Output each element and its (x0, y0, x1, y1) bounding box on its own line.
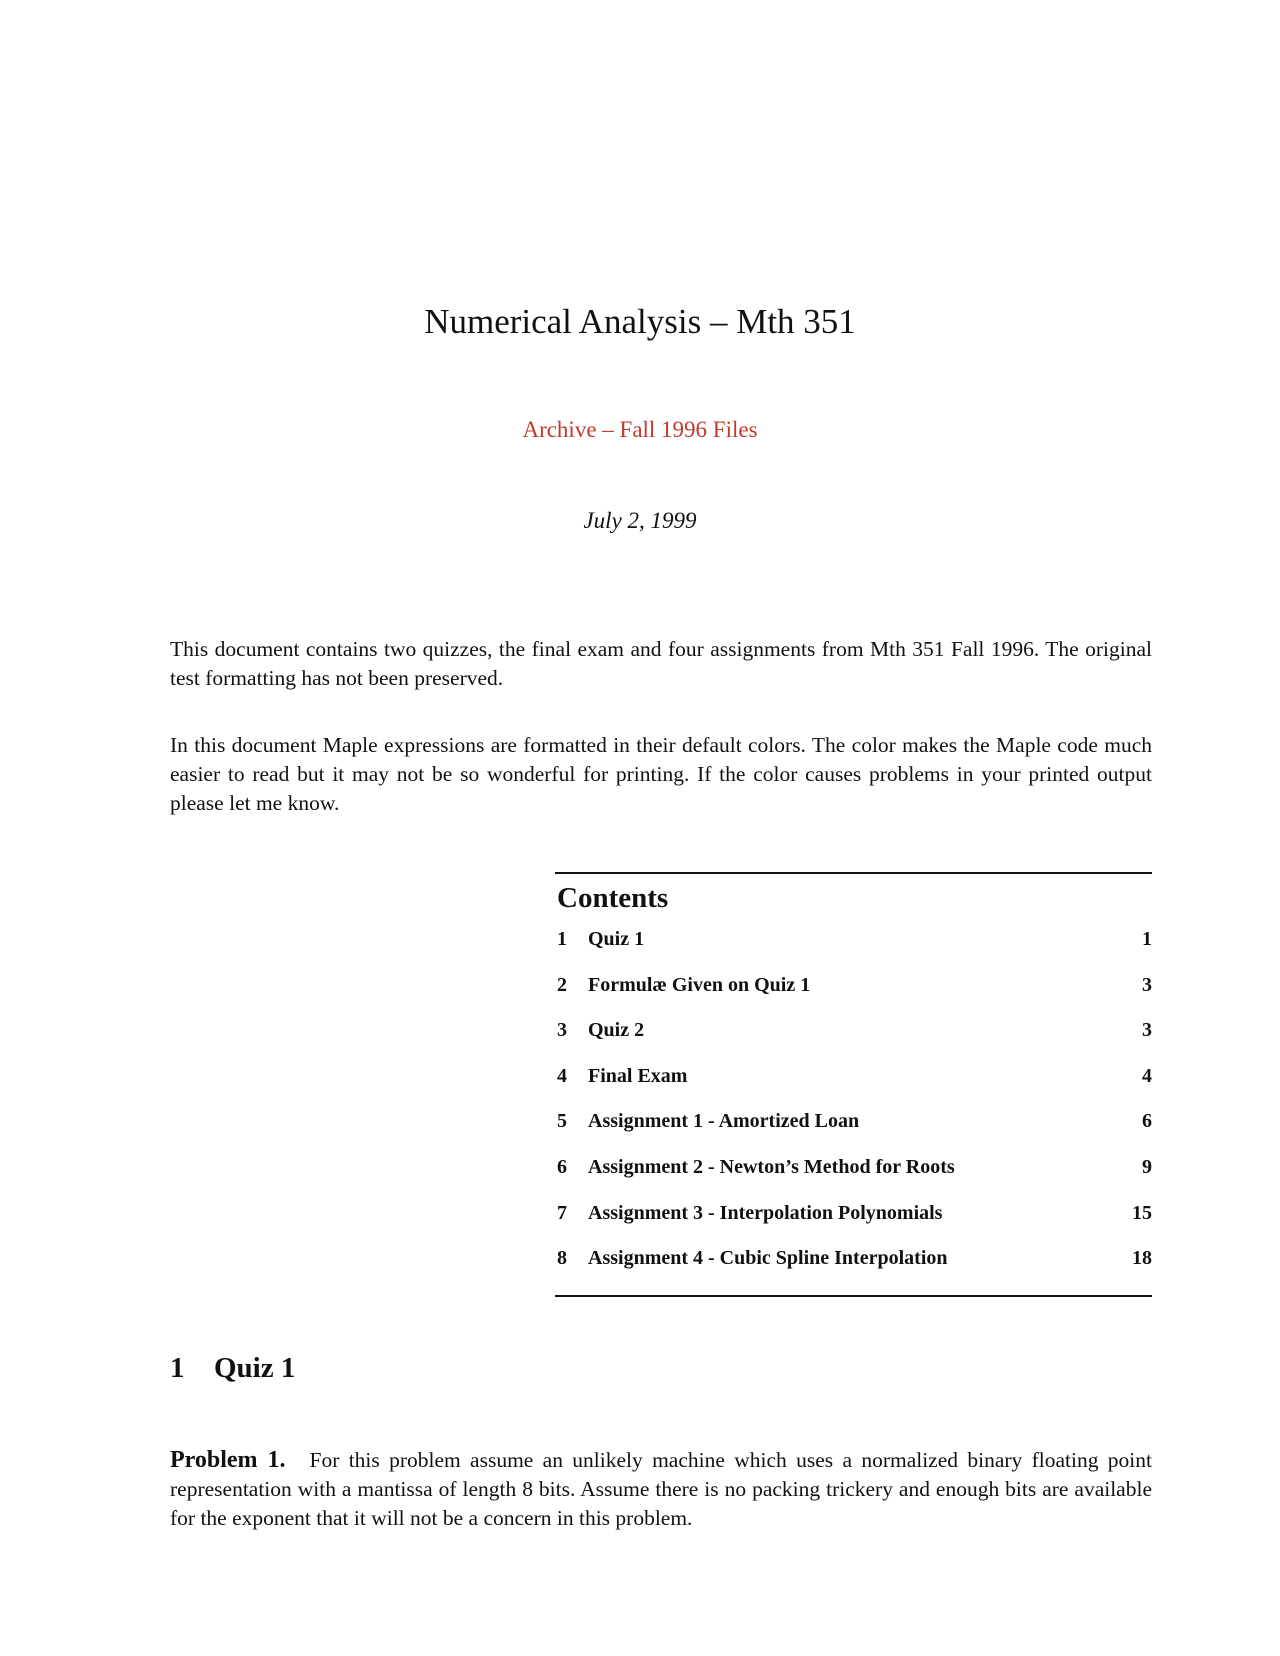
toc-entry-label: Assignment 4 - Cubic Spline Interpolation (588, 1247, 948, 1270)
archive-link[interactable]: Archive – Fall 1996 Files (522, 417, 758, 442)
toc-entry-assignment-4[interactable] (555, 1243, 1152, 1289)
section-title: Quiz 1 (214, 1352, 296, 1384)
table-of-contents (555, 872, 1152, 1297)
toc-entry-label: Assignment 2 - Newton’s Method for Roots (588, 1155, 955, 1178)
problem-label: Problem 1. (170, 1447, 286, 1473)
intro-paragraph: This document contains two quizzes, the final exam and four assignments from Mth 351 Fall 1996. The original test formatting has not been preserved. (170, 637, 1152, 690)
toc-entry-page: 18 (1132, 1247, 1152, 1270)
toc-entry-quiz-2[interactable] (555, 1015, 1152, 1061)
toc-entry-number: 5 (557, 1110, 567, 1133)
toc-entry-label: Formulæ Given on Quiz 1 (588, 973, 811, 996)
toc-entry-page: 3 (1142, 1019, 1152, 1042)
section-heading (170, 1351, 295, 1385)
toc-entry-final-exam[interactable] (555, 1061, 1152, 1107)
toc-entry-number: 7 (557, 1201, 567, 1224)
toc-title: Contents (557, 882, 669, 914)
problem-text: For this problem assume an unlikely machine which uses a normalized binary floating point representation with a mantissa of length 8 bits. Assume there is no packing trickery and enough bits are available for the exponent that it will not be a concern in this problem. (170, 1448, 1152, 1530)
toc-entry-formulae[interactable] (555, 970, 1152, 1016)
toc-entry-page: 3 (1142, 973, 1152, 996)
document-date: July 2, 1999 (583, 508, 697, 533)
toc-entry-label: Quiz 2 (588, 1019, 645, 1042)
toc-entry-page: 6 (1142, 1110, 1152, 1133)
toc-entry-label: Assignment 1 - Amortized Loan (588, 1110, 860, 1133)
toc-entry-assignment-3[interactable] (555, 1198, 1152, 1244)
toc-entry-page: 1 (1142, 928, 1152, 950)
toc-entry-label: Assignment 3 - Interpolation Polynomials (588, 1201, 943, 1224)
toc-entry-label: Quiz 1 (588, 928, 645, 950)
toc-entry-number: 2 (557, 973, 567, 996)
toc-entry-page: 4 (1142, 1064, 1152, 1087)
toc-entry-page: 15 (1132, 1201, 1152, 1224)
color-note-paragraph: In this document Maple expressions are formatted in their default colors. The color makes the Maple code much easier to read but it may not be so wonderful for printing. If the color causes problems in your printed output please let me know. (170, 733, 1152, 815)
problem-paragraph (170, 1446, 1152, 1533)
toc-entry-number: 1 (557, 928, 567, 950)
subtitle-line (0, 416, 1280, 444)
toc-entry-number: 3 (557, 1019, 567, 1042)
toc-entry-quiz-1[interactable] (555, 924, 1152, 970)
toc-entry-number: 6 (557, 1155, 567, 1178)
toc-entry-page: 9 (1142, 1155, 1152, 1178)
toc-entry-assignment-1[interactable] (555, 1106, 1152, 1152)
toc-entry-assignment-2[interactable] (555, 1152, 1152, 1198)
toc-entry-label: Final Exam (588, 1064, 688, 1087)
toc-entry-number: 8 (557, 1247, 567, 1270)
document-title: Numerical Analysis – Mth 351 (424, 302, 856, 341)
toc-entry-number: 4 (557, 1064, 567, 1087)
section-number: 1 (170, 1352, 185, 1384)
